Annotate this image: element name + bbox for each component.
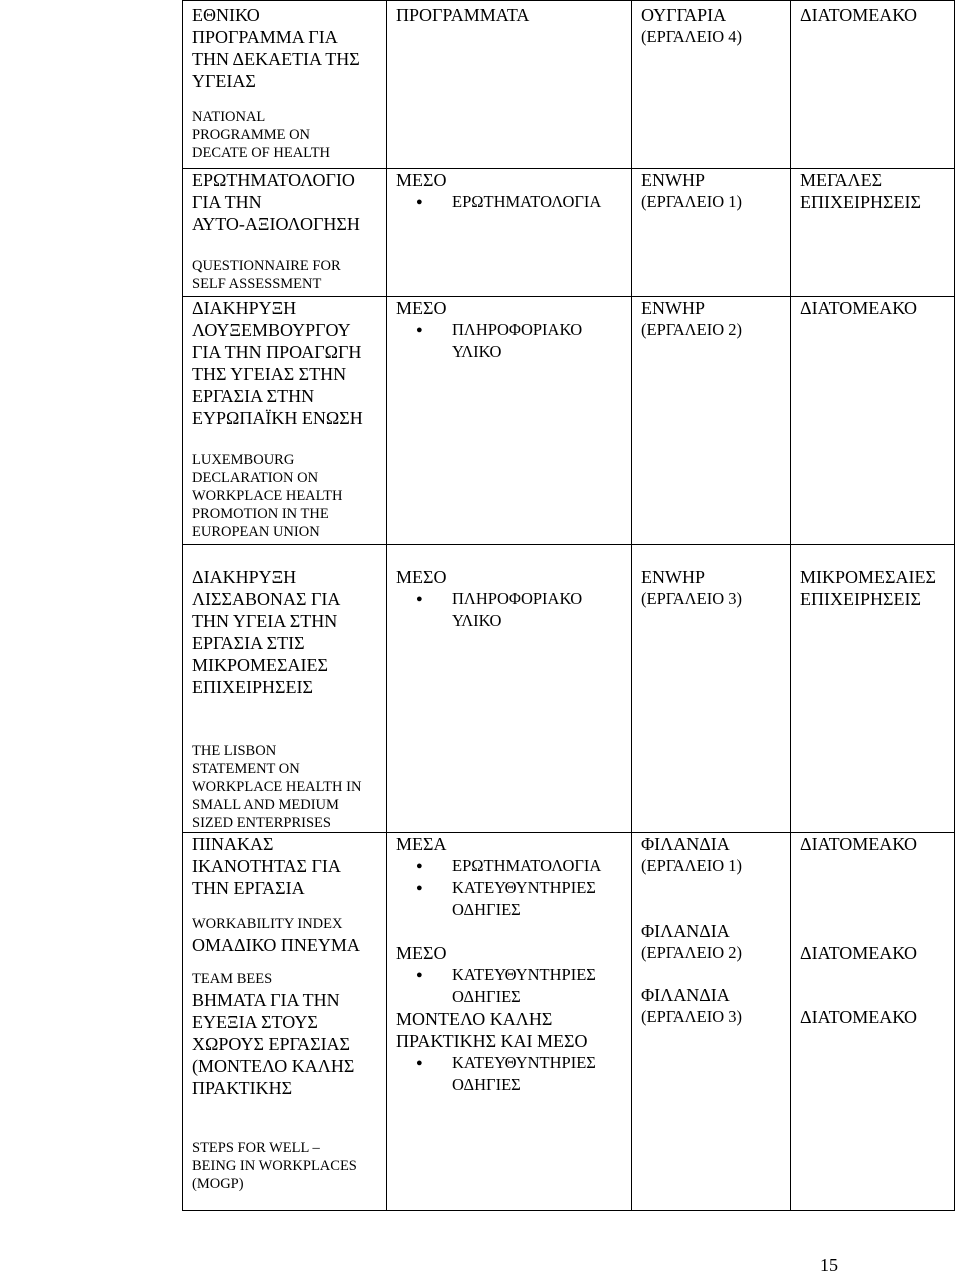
program-name-gr: ΕΘΝΙΚΟ ΠΡΟΓΡΑΜΜΑ ΓΙΑ ΤΗΝ ΔΕΚΑΕΤΙΑ ΤΗΣ ΥΓΕΙΑΣ xyxy=(192,5,360,91)
origin-cell xyxy=(632,1,791,169)
sector-label: ΜΙΚΡΟΜΕΣΑΙΕΣ ΕΠΙΧΕΙΡΗΣΕΙΣ xyxy=(800,567,936,609)
program-name-gr: ΔΙΑΚΗΡΥΞΗ ΛΙΣΣΑΒΟΝΑΣ ΓΙΑ ΤΗΝ ΥΓΕΙΑ ΣΤΗΝ ΕΡΓΑΣΙΑ ΣΤΙΣ ΜΙΚΡΟΜΕΣΑΙΕΣ ΕΠΙΧΕΙΡΗΣΕΙΣ xyxy=(192,567,341,697)
program-cell xyxy=(183,297,387,545)
program-name-en: STEPS FOR WELL – BEING IN WORKPLACES (MOGP) xyxy=(192,1140,357,1192)
table-row xyxy=(183,169,955,297)
means-heading: ΜΕΣΟ xyxy=(396,943,447,963)
program-cell xyxy=(183,833,387,1211)
means-list xyxy=(396,855,631,921)
page-number: 15 xyxy=(820,1255,838,1275)
column-heading: ΠΡΟΓΡΑΜΜΑΤΑ xyxy=(396,5,530,25)
table-row xyxy=(183,545,955,833)
program-name-en: TEAM BEES xyxy=(192,971,273,987)
tool-number: (ΕΡΓΑΛΕΙΟ 1) xyxy=(641,192,742,211)
means-heading: ΜΕΣΑ xyxy=(396,834,447,854)
table-row xyxy=(183,833,955,1211)
program-name-gr: ΕΡΩΤΗΜΑΤΟΛΟΓΙΟ ΓΙΑ ΤΗΝ ΑΥΤΟ-ΑΞΙΟΛΟΓΗΣΗ xyxy=(192,170,360,234)
table-row xyxy=(183,1,955,169)
means-cell xyxy=(387,1,632,169)
program-name-gr: ΟΜΑΔΙΚΟ ΠΝΕΥΜΑ xyxy=(192,935,360,955)
list-item: ● ΚΑΤΕΥΘΥΝΤΗΡΙΕΣ ΟΔΗΓΙΕΣ xyxy=(396,964,631,1008)
means-list xyxy=(396,588,631,632)
means-heading: ΜΕΣΟ xyxy=(396,170,447,190)
means-cell xyxy=(387,545,632,833)
sector-label: ΔΙΑΤΟΜΕΑΚΟ xyxy=(800,298,918,318)
table-row xyxy=(183,297,955,545)
sector-cell xyxy=(791,1,955,169)
origin-country: ΦΙΛΑΝΔΙΑ xyxy=(641,834,730,854)
means-list xyxy=(396,191,631,213)
list-item: ● ΚΑΤΕΥΘΥΝΤΗΡΙΕΣ ΟΔΗΓΙΕΣ xyxy=(396,877,631,921)
sector-label: ΜΕΓΑΛΕΣ ΕΠΙΧΕΙΡΗΣΕΙΣ xyxy=(800,170,921,212)
origin-country: ΦΙΛΑΝΔΙΑ xyxy=(641,921,730,941)
means-heading: ΜΕΣΟ xyxy=(396,298,447,318)
program-name-en: NATIONAL PROGRAMME ON DECATE OF HEALTH xyxy=(192,109,331,161)
program-cell xyxy=(183,545,387,833)
means-list xyxy=(396,964,631,1008)
list-item: ● ΠΛΗΡΟΦΟΡΙΑΚΟ ΥΛΙΚΟ xyxy=(396,319,631,363)
program-name-en: LUXEMBOURG DECLARATION ON WORKPLACE HEALTH PROMOTION IN THE EUROPEAN UNION xyxy=(192,452,343,540)
list-item: ● ΠΛΗΡΟΦΟΡΙΑΚΟ ΥΛΙΚΟ xyxy=(396,588,631,632)
tool-number: (ΕΡΓΑΛΕΙΟ 2) xyxy=(641,943,742,962)
means-list xyxy=(396,319,631,363)
sector-label: ΔΙΑΤΟΜΕΑΚΟ xyxy=(800,943,918,963)
program-name-en: WORKABILITY INDEX xyxy=(192,916,343,932)
list-item: ● ΕΡΩΤΗΜΑΤΟΛΟΓΙΑ xyxy=(396,855,631,877)
means-heading: ΜΟΝΤΕΛΟ ΚΑΛΗΣ ΠΡΑΚΤΙΚΗΣ ΚΑΙ ΜΕΣΟ xyxy=(396,1009,588,1051)
means-cell xyxy=(387,169,632,297)
origin-country: ΦΙΛΑΝΔΙΑ xyxy=(641,985,730,1005)
origin-cell xyxy=(632,169,791,297)
program-cell xyxy=(183,169,387,297)
sector-label: ΔΙΑΤΟΜΕΑΚΟ xyxy=(800,1007,918,1027)
program-cell xyxy=(183,1,387,169)
origin-cell xyxy=(632,545,791,833)
means-list xyxy=(396,1052,631,1096)
tool-number: (ΕΡΓΑΛΕΙΟ 2) xyxy=(641,320,742,339)
means-heading: ΜΕΣΟ xyxy=(396,567,447,587)
sector-label: ΔΙΑΤΟΜΕΑΚΟ xyxy=(800,5,918,25)
sector-label: ΔΙΑΤΟΜΕΑΚΟ xyxy=(800,834,918,854)
program-name-en: THE LISBON STATEMENT ON WORKPLACE HEALTH IN SMALL AND MEDIUM SIZED ENTERPRISES xyxy=(192,743,362,831)
sector-cell xyxy=(791,297,955,545)
programs-table xyxy=(182,0,955,1211)
program-name-gr: ΒΗΜΑΤΑ ΓΙΑ ΤΗΝ ΕΥΕΞΙΑ ΣΤΟΥΣ ΧΩΡΟΥΣ ΕΡΓΑΣΙΑΣ (ΜΟΝΤΕΛΟ ΚΑΛΗΣ ΠΡΑΚΤΙΚΗΣ xyxy=(192,990,355,1098)
origin-cell xyxy=(632,833,791,1211)
origin-network: ENWHP xyxy=(641,567,705,587)
tool-number: (ΕΡΓΑΛΕΙΟ 1) xyxy=(641,856,742,875)
origin-country: ΟΥΓΓΑΡΙΑ xyxy=(641,5,727,25)
origin-network: ENWHP xyxy=(641,170,705,190)
means-cell xyxy=(387,297,632,545)
origin-cell xyxy=(632,297,791,545)
program-name-gr: ΔΙΑΚΗΡΥΞΗ ΛΟΥΞΕΜΒΟΥΡΓΟΥ ΓΙΑ ΤΗΝ ΠΡΟΑΓΩΓΗ ΤΗΣ ΥΓΕΙΑΣ ΣΤΗΝ ΕΡΓΑΣΙΑ ΣΤΗΝ ΕΥΡΩΠΑΪΚΗ ΕΝΩΣΗ xyxy=(192,298,363,428)
list-item: ● ΚΑΤΕΥΘΥΝΤΗΡΙΕΣ ΟΔΗΓΙΕΣ xyxy=(396,1052,631,1096)
origin-network: ENWHP xyxy=(641,298,705,318)
list-item: ● ΕΡΩΤΗΜΑΤΟΛΟΓΙΑ xyxy=(396,191,631,213)
sector-cell xyxy=(791,833,955,1211)
program-name-en: QUESTIONNAIRE FOR SELF ASSESSMENT xyxy=(192,258,341,292)
tool-number: (ΕΡΓΑΛΕΙΟ 4) xyxy=(641,27,742,46)
sector-cell xyxy=(791,169,955,297)
sector-cell xyxy=(791,545,955,833)
tool-number: (ΕΡΓΑΛΕΙΟ 3) xyxy=(641,1007,742,1026)
program-name-gr: ΠΙΝΑΚΑΣ ΙΚΑΝΟΤΗΤΑΣ ΓΙΑ ΤΗΝ ΕΡΓΑΣΙΑ xyxy=(192,834,341,898)
means-cell xyxy=(387,833,632,1211)
tool-number: (ΕΡΓΑΛΕΙΟ 3) xyxy=(641,589,742,608)
